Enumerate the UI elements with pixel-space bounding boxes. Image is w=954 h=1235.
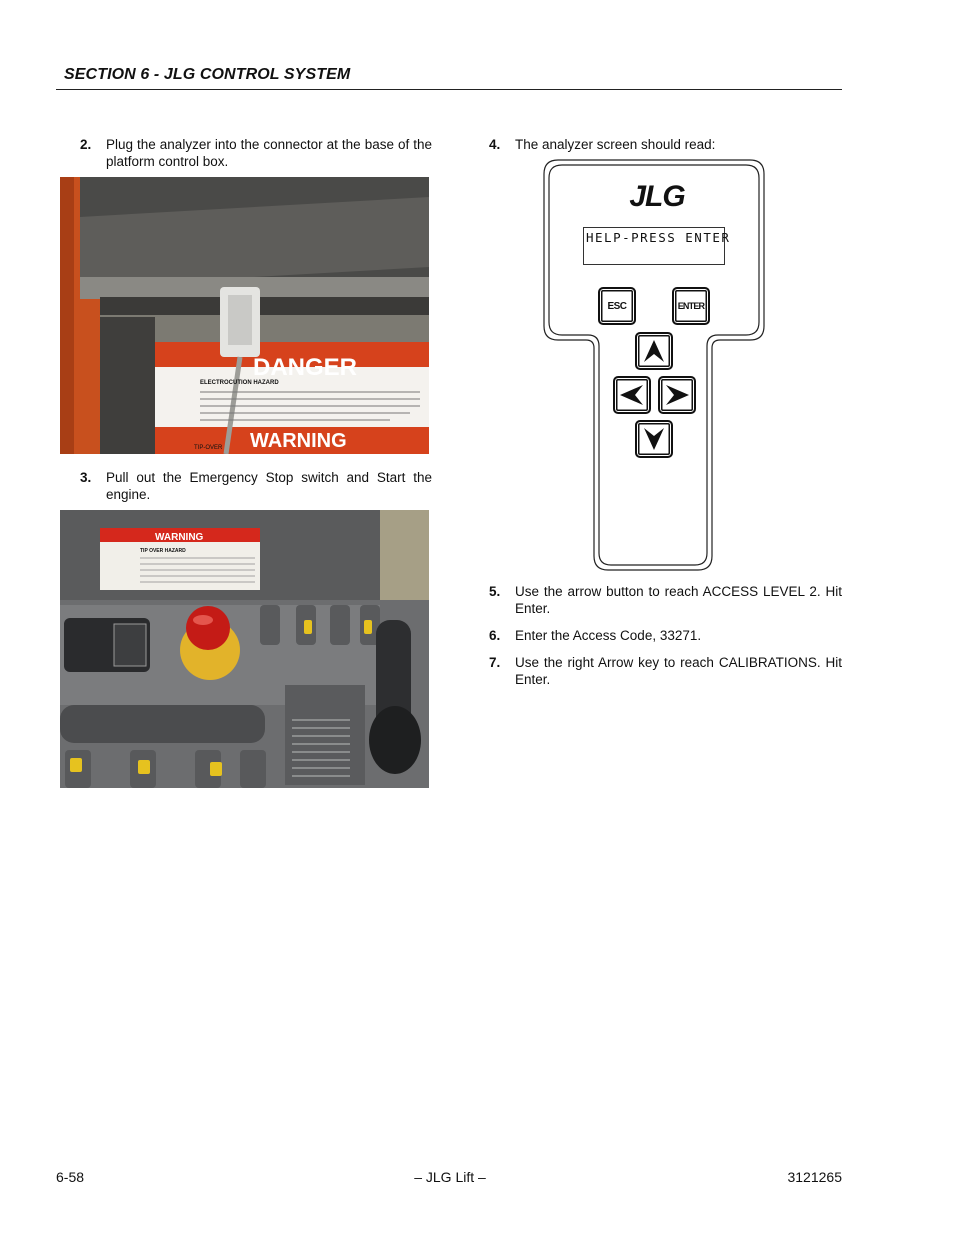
- warning-sign-text: WARNING: [250, 430, 347, 452]
- photo-emergency-stop-panel: [60, 510, 429, 788]
- enter-button[interactable]: [672, 287, 710, 325]
- up-arrow-icon: [637, 334, 671, 368]
- doc-number: 3121265: [787, 1169, 842, 1185]
- header-rule: [56, 89, 842, 90]
- photo-connector-drawing: [60, 177, 429, 454]
- analyzer-handset: [542, 158, 766, 572]
- page-number: 6-58: [56, 1169, 85, 1185]
- step-text: Enter the Access Code, 33271.: [515, 628, 702, 643]
- step-text: The analyzer screen should read:: [515, 137, 716, 152]
- step-5: [489, 583, 842, 619]
- esc-label: ESC: [607, 300, 627, 312]
- step-7: [489, 654, 842, 690]
- down-arrow-icon: [637, 422, 671, 456]
- step-number: 4.: [489, 137, 501, 152]
- step-3: [80, 469, 432, 505]
- step-text: Plug the analyzer into the connector at the base of the platform control box.: [106, 137, 432, 169]
- right-arrow-icon: [660, 378, 694, 412]
- screen-text: HELP-PRESS ENTER: [586, 230, 731, 245]
- step-number: 2.: [80, 137, 92, 152]
- esc-button[interactable]: [598, 287, 636, 325]
- enter-label: ENTER: [677, 301, 705, 311]
- step-text: Use the right Arrow key to reach CALIBRATIONS. Hit Enter.: [515, 655, 842, 687]
- up-arrow-button[interactable]: [635, 332, 673, 370]
- photo-analyzer-connector: [60, 177, 429, 454]
- step-4: [489, 136, 842, 154]
- danger-sign-text: DANGER: [253, 354, 358, 381]
- step-number: 5.: [489, 584, 501, 599]
- analyzer-screen: [583, 227, 731, 265]
- down-arrow-button[interactable]: [635, 420, 673, 458]
- photo-panel-drawing: [60, 510, 429, 788]
- panel-tipover-text: TIP OVER HAZARD: [140, 548, 186, 554]
- step-text: Pull out the Emergency Stop switch and Start the engine.: [106, 470, 432, 502]
- step-6: [489, 627, 842, 645]
- panel-warning-text: WARNING: [155, 532, 204, 543]
- left-arrow-button[interactable]: [613, 376, 651, 414]
- section-title: SECTION 6 - JLG CONTROL SYSTEM: [64, 66, 351, 83]
- step-2: [80, 136, 432, 172]
- step-number: 3.: [80, 470, 92, 485]
- jlg-logo: JLG: [629, 180, 685, 213]
- step-text: Use the arrow button to reach ACCESS LEVEL 2. Hit Enter.: [515, 584, 842, 616]
- tipover-sign-text: TIP-OVER: [194, 445, 223, 451]
- right-arrow-button[interactable]: [658, 376, 696, 414]
- footer-center: – JLG Lift –: [414, 1169, 486, 1185]
- step-number: 7.: [489, 655, 501, 670]
- electrocution-hazard-text: ELECTROCUTION HAZARD: [200, 380, 279, 386]
- step-number: 6.: [489, 628, 501, 643]
- left-arrow-icon: [615, 378, 649, 412]
